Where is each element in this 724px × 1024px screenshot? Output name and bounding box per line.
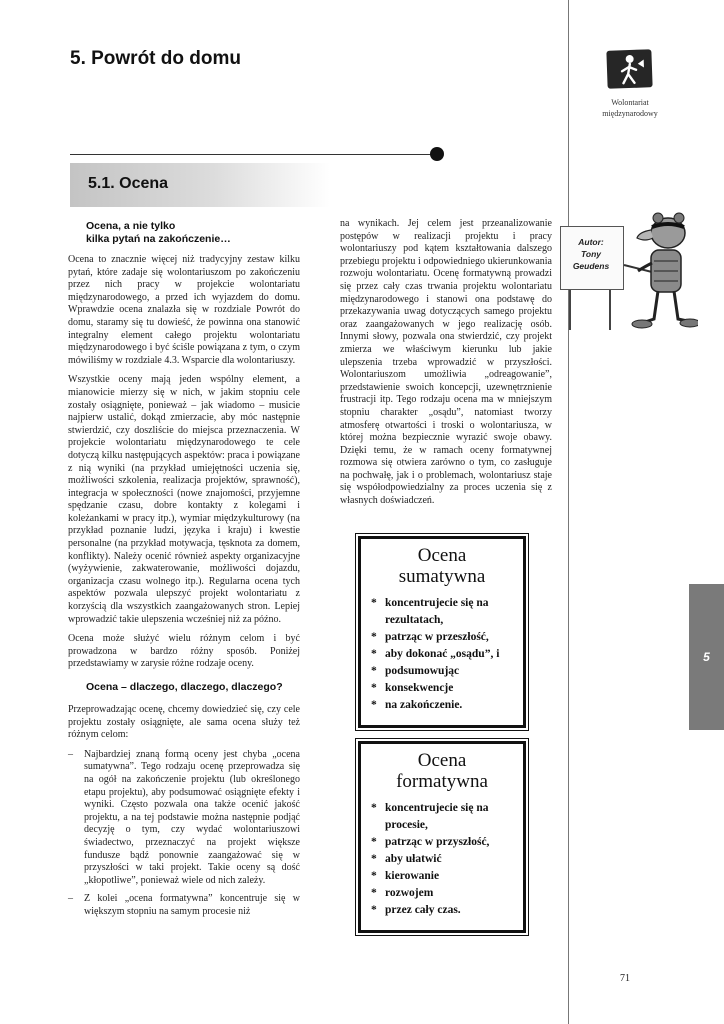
- summative-box-title-line1: Ocena: [417, 545, 467, 566]
- right-column: [340, 218, 552, 515]
- paragraph-why: Przeprowadzając ocenę, chcemy dowiedzieć się, czy cele projektu zostały osiągnięte, ale sama ocena służy też różnym celom:: [68, 704, 300, 741]
- page-number: 71: [620, 973, 630, 984]
- subheading-evaluation-line2: kilka pytań na zakończenie…: [86, 233, 231, 245]
- summative-evaluation-box: [358, 536, 526, 728]
- subheading-why: Ocena – dlaczego, dlaczego, dlaczego?: [86, 681, 283, 693]
- box-list-item: * patrząc w przyszłość,: [369, 834, 515, 851]
- box-list-item: * konsekwencje: [369, 680, 515, 697]
- formative-box-title-line2: formatywna: [396, 771, 488, 792]
- box-list-item: * aby ułatwić: [369, 851, 515, 868]
- pictogram-caption-line1: Wolontariat: [611, 98, 649, 107]
- box-list-item: * przez cały czas.: [369, 902, 515, 919]
- box-list-item: * koncentrujecie się na procesie,: [369, 800, 515, 834]
- box-list-item: * na zakończenie.: [369, 697, 515, 714]
- subheading-evaluation-line1: Ocena, a nie tylko: [86, 220, 176, 232]
- summative-box-list: [369, 595, 515, 714]
- pictogram-caption-line2: międzynarodowy: [602, 109, 658, 118]
- paragraph-goals: Wszystkie oceny mają jeden wspólny element, a mianowicie mierzy się w nich, w jakim stopniu cele zostały osiągnięte, ponieważ – jak wiadomo – musicie najpierw ustalić, dokąd zmierzacie, aby móc następnie stwierdzić, czy doszliście do miejsca przeznaczenia. W projekcie wolontariatu międzynarodowego te cele dotyczą kilku następujących aspektów: praca i powiązane z nią wyniki (na przykład umiejętności uczenia się, możliwości szkolenia, realizacja projektów, sprawność), integracja w społeczności (nowe znajomości, przyjemne spędzanie czasu, dobre kontakty z kolegami i koleżankami w pracy itp.), wymiar międzykulturowy (na przykład poznanie ludzi, języka i kraju) i kwestie personalne (na przykład motywacja, tęsknota za domem, konflikty). Należy ocenić również aspekty organizacyjne (wyżywienie, zakwaterowanie, możliwości dojazdu, organizacja czasu wolnego itp.). Regularna ocena tych aspektów pozwala ulepszyć projekt wolontariatu z korzyścią dla wszystkich zaangażowanych stron. Lepiej wprowadzić takie ulepszenia wcześniej niż za późno.: [68, 374, 300, 625]
- chapter-title: 5. Powrót do domu: [70, 48, 241, 69]
- formative-box-list: [369, 800, 515, 919]
- section-divider: [70, 154, 438, 155]
- author-credit: [562, 236, 620, 272]
- list-item-summative: – Najbardziej znaną formą oceny jest chyba „ocena sumatywna”. Tego rodzaju ocenę przeprowadza się na ogół na zakończenie projektu (lub określonego etapu projektu), aby podsumować osiągnięte efekty i wyniki. Często pozwala ona także ocenić jakość projektu, a na tej podstawie można następnie podjąć decyzję o tym, czy wydać wolontariuszowi świadectwo, przeznaczyć na projekt większe fundusze bądź ponownie zaangażować się w przyszłości w taki projekt. Takie oceny są dość „kłopotliwe”, ponieważ wiele od nich zależy.: [68, 749, 300, 888]
- author-credit-line1: Autor:: [578, 237, 604, 247]
- paragraph-formative-continued: na wynikach. Jej celem jest przeanalizowanie postępów w realizacji projektu i pracy wolontariuszy pod kątem kształtowania dalszego przebiegu projektu i odpowiedniego ukierunkowania rozwoju wolontariatu. Ocenę formatywną prowadzi się przez cały czas trwania projektu wolontariatu międzynarodowego i stanowi ona podstawę do przekazywania uwag dotyczących samego projektu oraz zaangażowanych w jego realizację osób. Innymi słowy, pozwala ona stwierdzić, czy projekt zmierza we właściwym kierunku lub jakie ulepszenia trzeba wprowadzić w przyszłości. Wolontariuszom umożliwia „odreagowanie”, przedstawienie swoich koncepcji, uzewnętrznienie frustracji itp. Tego rodzaju ocena ma w mniejszym stopniu charakter „osądu”, natomiast tworzy atmosferę otwartości i troski o wolontariusza, w której można bezpiecznie wyrazić swoje obawy. Dzięki temu, że w ramach oceny formatywnej rozmowa się otwiera zarówno o tym, co zasługuje na pochwałę, jak i o problemach, wolontariusz staje się współodpowiedzialny za proces uczenia się z własnych doświadczeń.: [340, 218, 552, 507]
- section-divider-dot: [430, 147, 444, 161]
- pictogram-caption: [580, 97, 680, 119]
- formative-evaluation-box: [358, 741, 526, 933]
- subheading-evaluation: [86, 220, 300, 246]
- summative-box-title-line2: sumatywna: [398, 566, 486, 587]
- chapter-side-tab-label: 5: [703, 650, 710, 664]
- chapter-side-tab: [689, 584, 724, 730]
- box-list-item: * aby dokonać „osądu”, i: [369, 646, 515, 663]
- formative-box-title: [369, 750, 515, 792]
- author-credit-line3: Geudens: [572, 261, 610, 271]
- person-walking-icon: [606, 49, 652, 89]
- author-credit-line2: Tony: [581, 249, 601, 259]
- box-list-item: * patrząc w przeszłość,: [369, 629, 515, 646]
- evaluation-types-list: [68, 749, 300, 919]
- margin-rule: [568, 0, 569, 1024]
- formative-box-title-line1: Ocena: [417, 750, 467, 771]
- summative-box-title: [369, 545, 515, 587]
- paragraph-purposes: Ocena może służyć wielu różnym celom i być prowadzona w bardzo różny sposób. Poniżej przedstawiamy w zarysie różne rodzaje oceny.: [68, 633, 300, 670]
- box-list-item: * koncentrujecie się na rezultatach,: [369, 595, 515, 629]
- box-list-item: * kierowanie: [369, 868, 515, 885]
- left-column: [68, 218, 300, 925]
- section-title: 5.1. Ocena: [88, 175, 169, 192]
- box-list-item: * rozwojem: [369, 885, 515, 902]
- list-item-formative: – Z kolei „ocena formatywna” koncentruje się w większym stopniu na samym procesie niż: [68, 893, 300, 918]
- paragraph-intro: Ocena to znacznie więcej niż tradycyjny zestaw kilku pytań, które zadaje się wolontariuszom po zakończeniu przez nich pracy w projekcie wolontariatu międzynarodowego, a przed ich wyjazdem do domu. Wprawdzie ocena znalazła się w rozdziale Powrót do domu, staramy się tu dowieść, że powinna ona stanowić integralny element całego projektu wolontariatu międzynarodowego i być ściśle powiązana z tym, o czym mówiliśmy w rozdziale 4.3. Wsparcie dla wolontariuszy.: [68, 254, 300, 366]
- box-list-item: * podsumowując: [369, 663, 515, 680]
